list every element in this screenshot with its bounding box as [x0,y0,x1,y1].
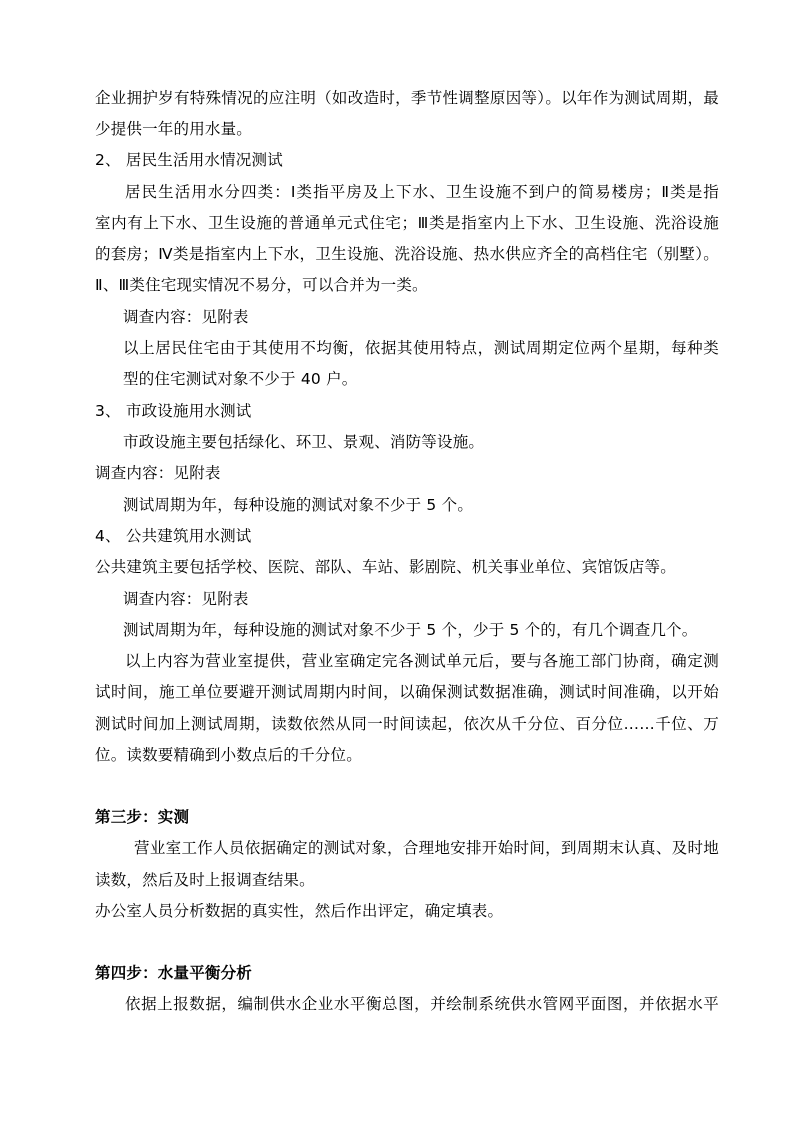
paragraph-line: 试时间，施工单位要避开测试周期内时间，以确保测试数据准确，测试时间准确，以开始 [95,683,719,701]
paragraph-line: 位。读数要精确到小数点后的千分位。 [95,746,362,764]
paragraph-line: 居民生活用水分四类：Ⅰ类指平房及上下水、卫生设施不到户的简易楼房；Ⅱ类是指 [125,183,719,201]
paragraph-line: 办公室人员分析数据的真实性，然后作出评定，确定填表。 [95,902,504,920]
section-heading: 3、 市政设施用水测试 [95,402,252,420]
paragraph-line: 以上居民住宅由于其使用不均衡，依据其使用特点，测试周期定位两个星期，每种类 [123,339,719,357]
paragraph-line: 依据上报数据，编制供水企业水平衡总图，并绘制系统供水管网平面图，并依据水平 [125,995,719,1013]
paragraph-line: 测试周期为年，每种设施的测试对象不少于 5 个，少于 5 个的，有几个调查几个。 [123,621,698,639]
paragraph-line: 读数，然后及时上报调查结果。 [95,871,315,889]
survey-content-label: 调查内容：见附表 [95,464,221,482]
paragraph-line: 测试周期为年，每种设施的测试对象不少于 5 个。 [123,496,474,514]
paragraph-line: 市政设施主要包括绿化、环卫、景观、消防等设施。 [123,433,485,451]
paragraph-line: 营业室工作人员依据确定的测试对象，合理地安排开始时间，到周期末认真、及时地 [134,839,719,857]
paragraph-line: 室内有上下水、卫生设施的普通单元式住宅；Ⅲ类是指室内上下水、卫生设施、洗浴设施 [95,214,719,232]
paragraph-line: 少提供一年的用水量。 [95,120,253,138]
paragraph-line: 型的住宅测试对象不少于 40 户。 [123,370,358,388]
paragraph-line: 的套房；Ⅳ类是指室内上下水，卫生设施、洗浴设施、热水供应齐全的高档住宅（别墅）。 [95,245,719,263]
survey-content-label: 调查内容：见附表 [123,308,249,326]
paragraph-line: 公共建筑主要包括学校、医院、部队、车站、影剧院、机关事业单位、宾馆饭店等。 [95,558,676,576]
paragraph-line: Ⅱ、Ⅲ类住宅现实情况不易分，可以合并为一类。 [95,276,428,294]
paragraph-line: 企业拥护岁有特殊情况的应注明（如改造时，季节性调整原因等）。以年作为测试周期，最 [95,89,719,107]
step-three-heading: 第三步：实测 [95,808,190,826]
paragraph-line: 测试时间加上测试周期，读数依然从同一时间读起，依次从千分位、百分位……千位、万 [95,715,719,733]
step-four-heading: 第四步：水量平衡分析 [95,964,253,982]
section-heading: 4、 公共建筑用水测试 [95,527,252,545]
paragraph-line: 以上内容为营业室提供，营业室确定完各测试单元后，要与各施工部门协商，确定测 [125,652,719,670]
section-heading: 2、 居民生活用水情况测试 [95,151,283,169]
survey-content-label: 调查内容：见附表 [123,590,249,608]
